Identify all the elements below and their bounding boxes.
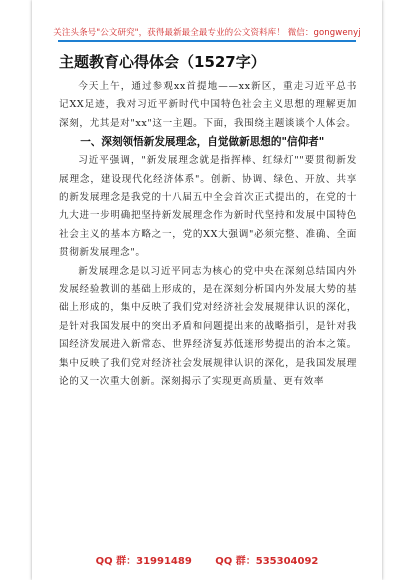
document-body [59,52,357,392]
document-page [32,0,382,580]
footer-qq-group-2: QQ 群：535304092 [215,556,319,567]
footer-contact [32,552,382,567]
footer-qq-group-1: QQ 群：31991489 [95,556,192,567]
paragraph-1: 习近平强调，"新发展理念就是指挥棒、红绿灯""要贯彻新发展理念，建设现代化经济体系"。创新、协调、绿色、开放、共享的新发展理念是我党的十八届五中全会首次正式提出的，在党的十九大进一步明确把坚持新发展理念作为新时代坚持和发展中国特色社会主义的基本方略之一，党的XX大强调"必须完整、准确、全面贯彻新发展理念"。 [59,155,357,259]
paragraph-intro: 今天上午，通过参观xx首提地——xx新区，重走习近平总书记XX足迹，我对习近平新时代中国特色社会主义思想的理解更加深刻，尤其是对"xx"这一主题。下面，我围绕主题谈谈个人体会。 [59,81,357,129]
document-title: 主题教育心得体会（1527字） [59,53,266,71]
section-heading: 一、深刻领悟新发展理念，自觉做新思想的"信仰者" [80,136,325,149]
header-divider [58,40,356,42]
header-banner: 关注头条号"公文研究"，获得最新最全最专业的公文资料库！ 微信：gongwenyj [53,28,361,38]
paragraph-2: 新发展理念是以习近平同志为核心的党中央在深刻总结国内外发展经验教训的基础上形成的，是在深刻分析国内外发展大势的基础上形成的，集中反映了我们党对经济社会发展规律认识的深化，是针对我国发展中的突出矛盾和问题提出来的战略指引，是针对我国经济发展进入新常态、世界经济复苏低迷形势提出的治本之策。集中反映了我们党对经济社会发展规律认识的深化，是我国发展理论的又一次重大创新。深刻揭示了实现更高质量、更有效率 [59,265,357,388]
